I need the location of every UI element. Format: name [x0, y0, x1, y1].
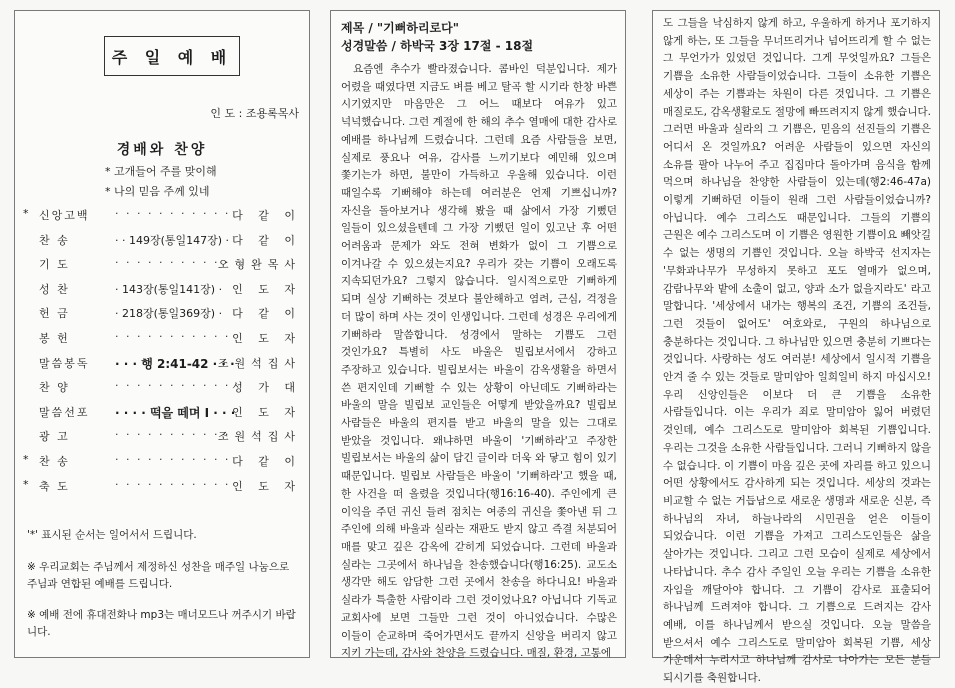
order-item-person: 인 도 자	[232, 332, 301, 345]
worship-title: 주 일 예 배	[104, 36, 240, 76]
order-item-person: 인 도 자	[232, 282, 301, 296]
order-item-label: 신앙고백	[39, 209, 90, 222]
order-item-detail: · · 149장(통일147장) ·	[115, 233, 230, 247]
order-item-person: 인 도 자	[232, 479, 301, 493]
order-item-person: 인 도 자	[232, 405, 301, 419]
sermon-body-part1: 요즘엔 추수가 빨라졌습니다. 콤바인 덕분입니다. 제가 어렸을 때였다면 지금도 벼를 베고 탈곡 할 시기라 한창 바쁜 시기였지만 마음만은 그 어느 때보다 여유가 있고 넉넉했습니다. 그런 계절에 한 해의 추수 열매에 대한 감사로 예배를 하나님께 드렸습니다. 그런데 요즘 사람들을 보면, 실제로 풍요나 여유, 감사를 느끼기보다 예민해 있으며 쫓기는가 하면, 불만이 가득하고 우울해 있습니다. 이런 때일수록 기뻐해야 하는데 여러분은 언제 기쁘십니까? 자신을 돌아보거나 생각해 봤을 때 삶에서 가장 기뻤던 일들이 있으셨을텐데 그 가장 기뻤던 일이 있고난 후 어떤 어려움과 문제가 와도 전혀 변화가 없이 그 기쁨으로 이겨나갈 수 있으셨는지요? 우리가 갖는 기쁨이 오래도록 지속되던가요? 그렇지 않습니다. 일시적으로만 기뻐하게 되며 실상 기뻐하는 것보다 불안해하고 염려, 근심, 걱정을 더 많이 하며 사는 것이 인생입니다. 그런데 성경은 우리에게 기뻐하라 말씀합니다. 성경에서 말하는 기쁨도 그런 것인가요? 특별히 사도 바울은 빌립보서에서 강하고 주장하고 있습니다. 빌립보서는 바울이 감옥생활을 하면서 쓴 편지인데 기뻐할 수 있는 상황이 아닌데도 기뻐하라는 바울의 말을 빌립보 교인들은 어떻게 받았을까요? 빌립보 사람들은 바울의 편지를 받고 바울의 말을 있는 그대로 받았을 것입니다. 왜냐하면 바울이 '기뻐하라'고 주장한 빌립보서는 바울의 삶이 담긴 글이라 더욱 와 닿고 힘이 있기 때문입니다. 빌립보 사람들은 바울이 '기뻐하라'고 했을 때, 한 사건을 떠 올렸을 것입니다(행16:16-40). 주인에게 큰 이익을 주던 귀신 들려 점치는 여종의 귀신을 쫓아낸 뒤 그 주인에 의해 바울과 실라는 재판도 받지 않고 즉결 처분되어 매를 맞고 깊은 감옥에 갇히게 되었습니다. 그런데 바울과 실라는 그곳에서 하나님을 찬송했습니다(행16:25). 교도소 생각만 해도 암담한 그런 곳에서 찬송을 하다니요! 바울과 실라가 특출한 사람이라 그런 것이었나요? 아닙니다 기독교 교회사에 보면 그들만 그런 것이 아니었습니다. 수많은 이들이 순교하며 죽어가면서도 끝까지 신앙을 버리지 않고 지키 가는데, 감사와 찬양을 드렸습니다. 매질, 환경, 고통에	[341, 63, 617, 660]
worship-leader: 인 도 : 조용록목사	[210, 107, 299, 120]
sermon-title: 제목 / "기뻐하리로다"	[341, 21, 459, 35]
order-row	[23, 478, 301, 498]
order-row	[23, 379, 301, 399]
order-item-person: 조원석집사	[217, 356, 301, 370]
order-row	[23, 256, 301, 276]
standing-mark: *	[23, 207, 29, 220]
order-row	[23, 207, 301, 227]
dot-leader: · · · · · · · · · · ·	[115, 379, 231, 393]
dot-leader: · · · · · · · · · · ·	[115, 207, 231, 220]
dot-leader: · · · · · · · · · · ·	[115, 428, 231, 442]
dot-leader: · · · · · · · · · · ·	[115, 453, 231, 466]
sermon-body-part2: 도 그들을 낙심하지 않게 하고, 우울하게 하거나 포기하지 않게 하는, 또 그들을 무너뜨리거나 넘어뜨리게 할 수 없는 그 무언가가 있었던 것입니다. 그게 무엇일까요? 그들은 기쁨을 소유한 사람들이었습니다. 그들이 소유한 기쁨은 세상이 주는 기쁨과는 차원이 다른 것입니다. 그 기쁨은 매질로도, 감옥생활로도 절망에 빠뜨려지지 않게 했습니다. 그러면 바울과 실라의 그 기쁨은, 믿음의 선진들의 기쁨은 어디서 온 것일까요? 어려운 사람들이 있으면 자신의 소유를 팔아 나누어 주고 집집마다 돌아가며 음식을 함께 먹으며 하나님을 찬양한 사람들이 있는데(행2:46-47a) 이렇게 기뻐하던 이들이 원래 그런 사람들이었습니까? 아닙니다. 예수 그리스도 때문입니다. 그들의 기쁨의 근원은 예수 그리스도며 이 기쁨은 영원한 기쁨이요 빼앗길 수 없는 생명의 기쁨인 것입니다. 오늘 하박국 선지자는 '무화과나무가 무성하지 못하고 포도 열매가 없으며, 감람나무와 밭에 소출이 없고, 양과 소가 없을지라도' 라고 말합니다. '세상에서 내가는 행복의 조건, 기쁨의 조건들, 그런 것들이 없어도' 여호와로, 구원의 하나님으로 충분하다는 것입니다. 그 하나님만 있으면 충분히 기쁘다는 것입니다. 사랑하는 성도 여러분! 세상에서 일시적 기쁨을 안겨 줄 수 있는 것들로 말미암아 일희일비 하지 마십시오! 우리 신앙인들은 이보다 더 큰 기쁨을 소유한 사람들입니다. 이는 우리가 죄로 말미암아 잃어 버렸던 것인데, 예수 그리스도로 말미암아 회복된 기쁨입니다. 우리는 그것을 소유한 사람들입니다. 그러니 기뻐하지 않을 수 없습니다. 이 기쁨이 마음 깊은 곳에 자리를 하고 있으니 어떤 상황에서도 감사하게 되는 것입니다. 세상의 것과는 비교할 수 없는 거듭남으로 새로운 생명과 새로운 신분, 즉 하나님의 자녀, 하늘나라의 시민권을 얻은 이들이 되었습니다. 이런 기쁨을 가져고 그리스도인들은 삶을 살아가는 것입니다. 그리고 그런 모습이 실제로 세상에서 나타납니다. 추수 감사 주일인 오늘 우리는 기쁨을 소유한 자임을 깨달아야 합니다. 그 기쁨이 감사로 표출되어 하나님께 드려져야 합니다. 그 기쁨으로 드려지는 감사 예배, 이를 하나님께서 받으실 것입니다. 오늘 말씀을 받으셔서 예수 그리스도로 말미암아 회복된 기쁨, 세상 가운데서 누리시고 하나님께 감사로 나아가는 모든 분들 되시기를 축원합니다.	[663, 17, 931, 685]
dot-leader: · · · · · · · · · · ·	[115, 330, 231, 343]
order-item-person: 다 같 이	[232, 455, 301, 468]
order-item-detail: · 143장(통일141장) ·	[115, 282, 223, 296]
order-item-detail: · · · · 떡을 떼며 I · · ·	[115, 405, 236, 420]
order-item-label: 봉 헌	[39, 332, 70, 345]
order-row	[23, 281, 301, 301]
order-item-detail: · · · 행 2:41-42 · · ·	[115, 356, 235, 371]
order-row	[23, 404, 301, 424]
order-item-person: 성 가 대	[232, 381, 301, 395]
order-item-person: 오형완목사	[217, 258, 301, 272]
standing-mark: *	[23, 477, 29, 491]
order-row	[23, 305, 301, 325]
order-item-label: 찬 송	[39, 233, 70, 247]
order-row	[23, 232, 301, 252]
order-item-person: 다 같 이	[232, 233, 301, 247]
order-item-label: 광 고	[39, 430, 70, 444]
standing-mark: *	[23, 453, 29, 466]
order-item-person: 다 같 이	[232, 307, 301, 321]
dot-leader: · · · · · · · · · · ·	[115, 256, 231, 270]
order-item-label: 헌 금	[39, 307, 70, 321]
order-item-label: 말씀선포	[39, 405, 90, 419]
order-row	[23, 453, 301, 473]
praise-song-1: * 고개들어 주를 맞이해	[105, 165, 217, 178]
order-item-label: 찬 양	[39, 381, 70, 395]
sermon-panel	[330, 10, 626, 658]
praise-subtitle: 경배와 찬양	[116, 142, 208, 158]
order-item-label: 축 도	[39, 479, 70, 493]
praise-song-2: * 나의 믿음 주께 있네	[105, 185, 210, 198]
standing-note: '*' 표시된 순서는 일어서서 드립니다.	[27, 529, 197, 541]
sermon-continued-panel	[652, 10, 940, 685]
dot-leader: · · · · · · · · · · ·	[115, 477, 231, 491]
scripture-reference: 성경말씀 / 하박국 3장 17절 - 18절	[341, 39, 534, 53]
worship-order-panel	[14, 10, 310, 658]
order-item-person: 다 같 이	[232, 209, 301, 222]
order-row	[23, 355, 301, 375]
order-item-label: 찬 송	[39, 455, 70, 468]
communion-note: ※ 우리교회는 주님께서 제정하신 성찬을 매주일 나눔으로 주님과 연합된 예배를 드립니다.	[27, 561, 290, 590]
order-item-label: 성 찬	[39, 282, 70, 296]
order-item-label: 기 도	[39, 258, 70, 272]
phone-note: ※ 예배 전에 휴대전화나 mp3는 매너모드나 꺼주시기 바랍니다.	[27, 609, 296, 638]
order-row	[23, 330, 301, 350]
order-item-detail: · 218장(통일369장) ·	[115, 307, 223, 321]
order-item-person: 조원석집사	[217, 430, 301, 444]
order-row	[23, 428, 301, 448]
order-item-label: 말씀봉독	[39, 356, 90, 370]
